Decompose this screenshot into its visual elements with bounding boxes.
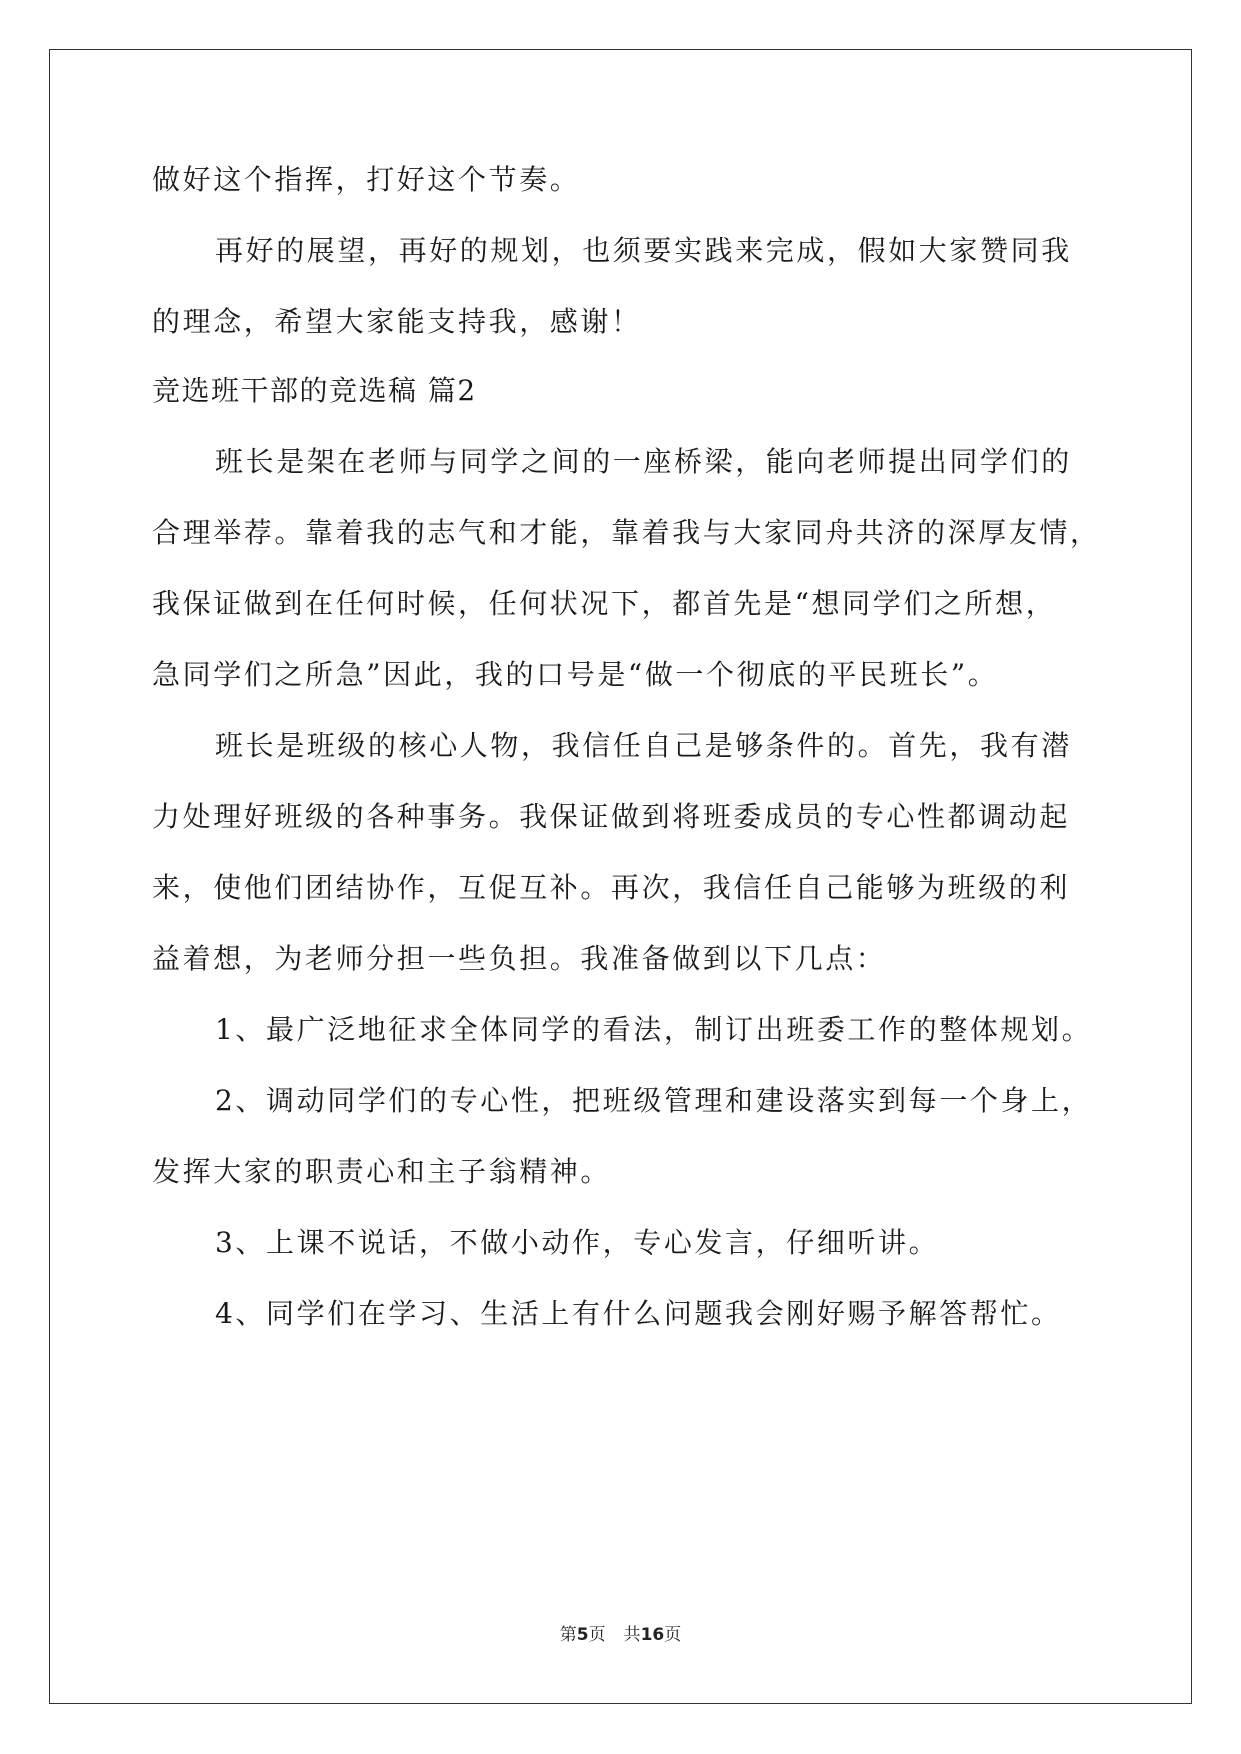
- total-suffix: 页: [664, 1625, 682, 1645]
- paragraph-line: 班长是架在老师与同学之间的一座桥梁，能向老师提出同学们的: [215, 445, 1072, 478]
- paragraph-line: 急同学们之所急”因此，我的口号是“做一个彻底的平民班长”。: [152, 658, 999, 691]
- paragraph-line: 做好这个指挥，打好这个节奏。: [152, 163, 581, 196]
- list-item: 1、最广泛地征求全体同学的看法，制订出班委工作的整体规划。: [215, 1013, 1093, 1046]
- page-suffix: 页: [588, 1625, 606, 1645]
- paragraph-line: 我保证做到在任何时候，任何状况下，都首先是“想同学们之所想，: [152, 587, 1057, 620]
- paragraph-line: 力处理好班级的各种事务。我保证做到将班委成员的专心性都调动起: [152, 800, 1071, 833]
- list-item: 4、同学们在学习、生活上有什么问题我会刚好赐予解答帮忙。: [215, 1297, 1062, 1330]
- list-item: 2、调动同学们的专心性，把班级管理和建设落实到每一个身上，: [215, 1084, 1093, 1117]
- section-heading: 竞选班干部的竞选稿 篇2: [152, 374, 477, 407]
- list-item: 3、上课不说话，不做小动作，专心发言，仔细听讲。: [215, 1226, 940, 1259]
- paragraph-line: 再好的展望，再好的规划，也须要实践来完成，假如大家赞同我: [215, 234, 1072, 267]
- paragraph-line: 合理举荐。靠着我的志气和才能，靠着我与大家同舟共济的深厚友情，: [152, 516, 1101, 549]
- paragraph-line: 发挥大家的职责心和主子翁精神。: [152, 1155, 612, 1188]
- total-prefix: 共: [623, 1625, 641, 1645]
- paragraph-line: 益着想，为老师分担一些负担。我准备做到以下几点：: [152, 942, 887, 975]
- paragraph-line: 班长是班级的核心人物，我信任自己是够条件的。首先，我有潜: [215, 729, 1072, 762]
- page-prefix: 第: [559, 1625, 577, 1645]
- paragraph-line: 来，使他们团结协作，互促互补。再次，我信任自己能够为班级的利: [152, 871, 1071, 904]
- page-number: 5: [576, 1625, 589, 1645]
- page-footer: [0, 1624, 1241, 1646]
- total-pages: 16: [640, 1625, 665, 1645]
- paragraph-line: 的理念，希望大家能支持我，感谢！: [152, 305, 642, 338]
